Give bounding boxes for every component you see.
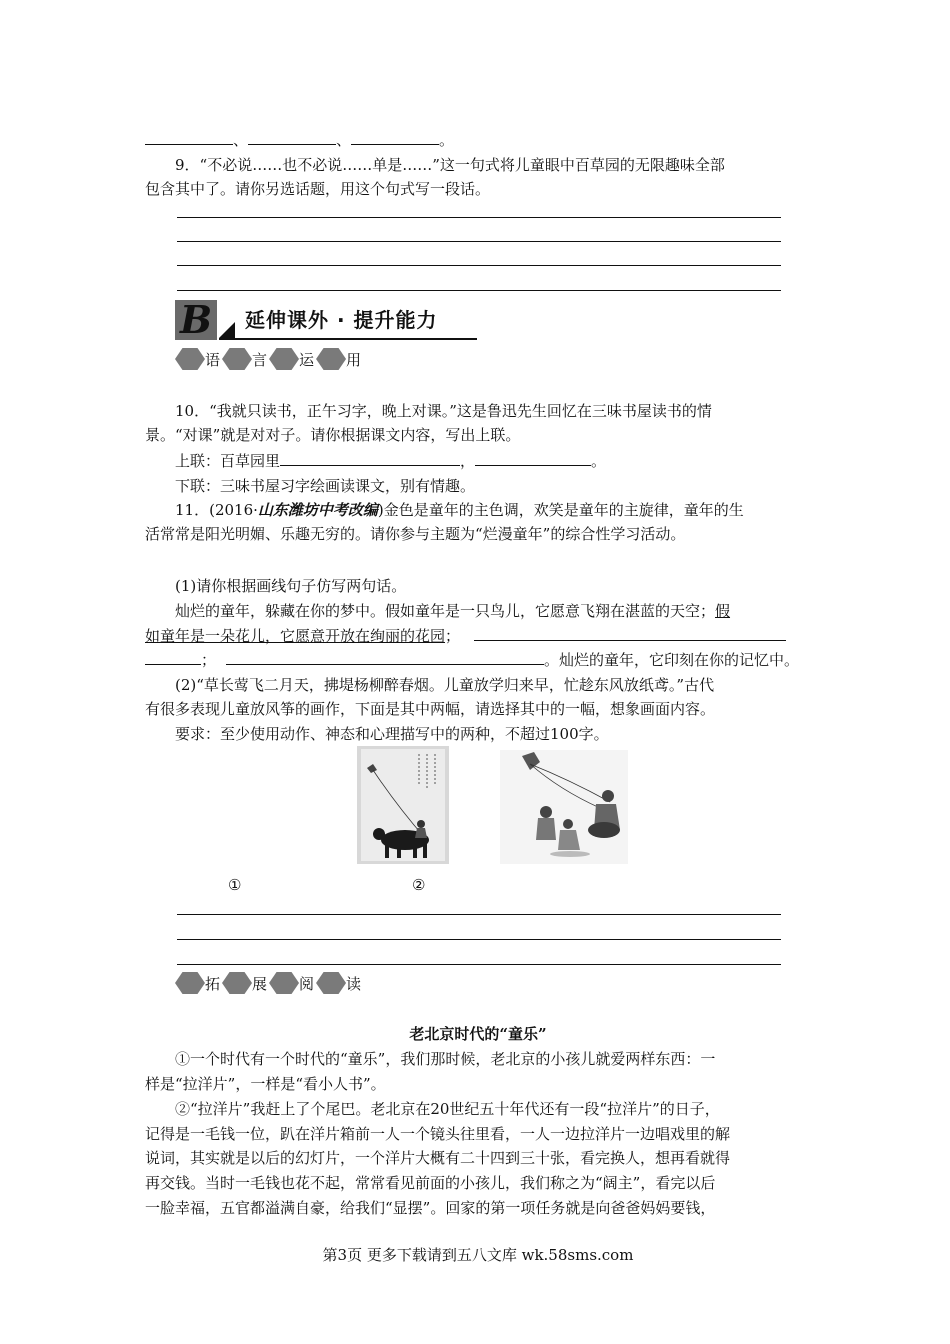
article-paragraph-line: 说词，其实就是以后的幻灯片，一个洋片大概有二十四到三十张，看完换人，想再看就得	[145, 1149, 731, 1167]
q11-requirement: 要求：至少使用动作、神态和心理描写中的两种，不超过100字。	[175, 725, 609, 743]
q11-part2-line-1: (2)“草长莺飞二月天，拂堤杨柳醉春烟。儿童放学归来早，忙趁东风放纸鸢。”古代	[175, 676, 715, 694]
section-letter: B	[175, 300, 217, 340]
section-title: 延伸课外 · 提升能力	[245, 308, 438, 332]
banner-underline	[219, 338, 477, 340]
answer-blank[interactable]	[145, 128, 233, 145]
q11-part1-prompt: (1)请你根据画线句子仿写两句话。	[175, 577, 407, 595]
q8-answer-blanks: 、 、 。	[145, 128, 811, 152]
badge-char: 阅	[299, 975, 315, 993]
answer-line[interactable]	[177, 241, 781, 242]
article-paragraph-line: 再交钱。当时一毛钱也花不起，常常看见前面的小孩儿，我们称之为“阔主”，看完以后	[145, 1174, 716, 1192]
badge-char: 语	[205, 351, 221, 369]
q10-line-2: 景。“对课”就是对对子。请你根据课文内容，写出上联。	[145, 426, 521, 444]
q11-part2-line-2: 有很多表现儿童放风筝的画作，下面是其中两幅，请选择其中的一幅，想象画面内容。	[145, 700, 716, 718]
answer-line[interactable]	[177, 964, 781, 965]
answer-line[interactable]	[177, 914, 781, 915]
hexagon-icon	[222, 972, 252, 994]
banner-arrow-icon	[219, 322, 235, 338]
picture-label-2: ②	[412, 876, 426, 894]
q11-line-1: 11．(2016·山东潍坊中考改编)金色是童年的主色调，欢笑是童年的主旋律，童年的生	[175, 501, 744, 519]
answer-blank[interactable]	[226, 648, 544, 665]
q11-part1-line-1: 灿烂的童年，躲藏在你的梦中。假如童年是一只鸟儿，它愿意飞翔在湛蓝的天空；假	[175, 602, 731, 620]
hexagon-icon	[269, 972, 299, 994]
painting-children-flying-kite-image	[500, 750, 628, 864]
article-paragraph-line: 一脸幸福，五官都溢满自豪，给我们“显摆”。回家的第一项任务就是向爸爸妈妈要钱，	[145, 1199, 716, 1217]
hexagon-icon	[269, 348, 299, 370]
q11-source: 山东潍坊中考改编	[257, 501, 378, 519]
badge-char: 用	[346, 351, 362, 369]
q9-line-2: 包含其中了。请你另选话题，用这个句式写一段话。	[145, 180, 491, 198]
section-b-banner	[175, 297, 477, 342]
hexagon-icon	[316, 972, 346, 994]
hexagon-icon	[175, 972, 205, 994]
q11-part1-line-3: ； 。灿烂的童年，它印刻在你的记忆中。	[145, 648, 811, 672]
hexagon-icon	[175, 348, 205, 370]
hexagon-icon	[316, 348, 346, 370]
article-paragraph-line: ①一个时代有一个时代的“童乐”，我们那时候，老北京的小孩儿就爱两样东西：一	[175, 1050, 716, 1068]
q10-lower-couplet: 下联：三味书屋习字绘画读课文，别有情趣。	[175, 477, 476, 495]
badge-char: 拓	[205, 975, 221, 993]
article-paragraph-line: ②“拉洋片”我赶上了个尾巴。老北京在20世纪五十年代还有一段“拉洋片”的日子，	[175, 1100, 720, 1118]
picture-label-1: ①	[228, 876, 242, 894]
answer-blank[interactable]	[248, 128, 336, 145]
answer-line[interactable]	[177, 265, 781, 266]
answer-blank[interactable]	[474, 624, 786, 641]
badge-char: 读	[346, 975, 362, 993]
answer-blank[interactable]	[475, 449, 591, 466]
q11-part1-line-2: 如童年是一朵花儿，它愿意开放在绚丽的花园；	[145, 624, 811, 648]
answer-blank[interactable]	[145, 648, 201, 665]
answer-blank[interactable]	[351, 128, 439, 145]
hexagon-icon	[222, 348, 252, 370]
q10-upper-couplet: 上联：百草园里 ， 。	[145, 449, 811, 473]
q11-line-2: 活常常是阳光明媚、乐趣无穷的。请你参与主题为“烂漫童年”的综合性学习活动。	[145, 525, 686, 543]
page-footer: 第3页 更多下载请到五八文库 wk.58sms.com	[322, 1246, 634, 1264]
badge-char: 运	[299, 351, 315, 369]
badge-char: 展	[252, 975, 268, 993]
q10-line-1: 10．“我就只读书，正午习字，晚上对课。”这是鲁迅先生回忆在三味书屋读书的情	[175, 402, 712, 420]
q9-line-1: 9．“不必说……也不必说……单是……”这一句式将儿童眼中百草园的无限趣味全部	[175, 156, 725, 174]
painting-boy-on-buffalo-image	[357, 746, 449, 864]
answer-line[interactable]	[177, 939, 781, 940]
article-paragraph-line: 记得是一毛钱一位，趴在洋片箱前一人一个镜头往里看，一人一边拉洋片一边唱戏里的解	[145, 1125, 731, 1143]
answer-blank[interactable]	[280, 449, 460, 466]
answer-line[interactable]	[177, 217, 781, 218]
article-paragraph-line: 样是“拉洋片”，一样是“看小人书”。	[145, 1075, 386, 1093]
language-use-badge	[175, 348, 363, 378]
badge-char: 言	[252, 351, 268, 369]
answer-line[interactable]	[177, 290, 781, 291]
article-title: 老北京时代的“童乐”	[409, 1025, 547, 1043]
extended-reading-badge	[175, 972, 363, 1002]
